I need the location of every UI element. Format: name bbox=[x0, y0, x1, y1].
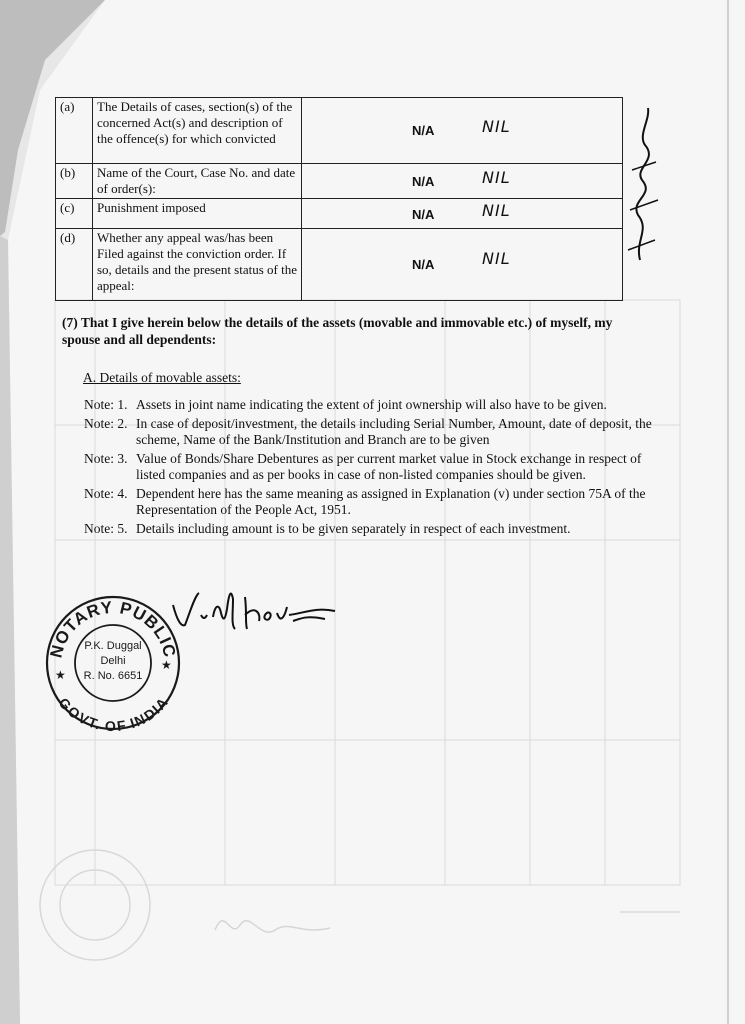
note-text: Value of Bonds/Share Debentures as per current market value in Stock exchange in respect of listed companies and as per books in case of non-listed companies should be given. bbox=[136, 450, 642, 482]
note-text: Details including amount is to be given separately in respect of each investment. bbox=[136, 520, 571, 536]
star-icon: ★ bbox=[161, 658, 172, 672]
note-text: In case of deposit/investment, the details including Serial Number, Amount, date of deposit, the scheme, Name of the Bank/Institution and Branch are to be given bbox=[136, 415, 652, 447]
row-value: N/A bbox=[412, 257, 435, 272]
note-label: Note: 1. bbox=[84, 397, 128, 412]
note-text: Assets in joint name indicating the extent of joint ownership will also have to be given. bbox=[136, 397, 607, 412]
row-value-cell bbox=[302, 164, 623, 199]
handwritten-nil: NIL bbox=[482, 201, 511, 220]
notary-seal bbox=[43, 593, 183, 733]
row-value: N/A bbox=[412, 123, 435, 138]
row-label: (c) bbox=[56, 199, 93, 229]
row-description: The Details of cases, section(s) of the concerned Act(s) and description of the offence(s) for which convicted bbox=[93, 98, 302, 164]
row-description: Whether any appeal was/has been Filed against the conviction order. If so, details and the present status of the appeal: bbox=[93, 229, 302, 301]
star-icon: ★ bbox=[55, 668, 66, 682]
row-description: Punishment imposed bbox=[93, 199, 302, 229]
seal-top-text: NOTARY PUBLIC bbox=[46, 597, 180, 660]
row-value-cell bbox=[302, 229, 623, 301]
note-5 bbox=[84, 521, 654, 538]
handwritten-nil: NIL bbox=[482, 168, 511, 187]
note-2 bbox=[84, 416, 654, 449]
row-description: Name of the Court, Case No. and date of order(s): bbox=[93, 164, 302, 199]
row-value-cell bbox=[302, 199, 623, 229]
row-value-cell bbox=[302, 98, 623, 164]
notes-list bbox=[84, 397, 654, 539]
margin-signature bbox=[620, 100, 670, 270]
seal-bottom-text: GOVT. OF INDIA bbox=[55, 694, 171, 733]
seal-name: P.K. Duggal bbox=[84, 640, 142, 652]
row-label: (d) bbox=[56, 229, 93, 301]
table-row bbox=[56, 164, 623, 199]
paragraph-7: (7) That I give herein below the details of the assets (movable and immovable etc.) of myself, my spouse and all dependents: bbox=[62, 315, 613, 347]
seal-reg-number: R. No. 6651 bbox=[83, 670, 143, 682]
disclosure-table bbox=[55, 97, 623, 301]
handwritten-nil: NIL bbox=[482, 117, 511, 136]
section-a-heading: A. Details of movable assets: bbox=[83, 370, 241, 385]
seal-city: Delhi bbox=[100, 655, 126, 667]
note-4 bbox=[84, 486, 654, 519]
row-value: N/A bbox=[412, 207, 435, 222]
note-label: Note: 5. bbox=[84, 520, 128, 536]
note-text: Dependent here has the same meaning as assigned in Explanation (v) under section 75A of the Representation of the People Act, 1951. bbox=[136, 485, 646, 517]
signature bbox=[165, 585, 345, 645]
note-1 bbox=[84, 397, 654, 414]
note-label: Note: 4. bbox=[84, 485, 128, 501]
note-label: Note: 2. bbox=[84, 415, 128, 431]
row-value: N/A bbox=[412, 174, 435, 189]
row-label: (b) bbox=[56, 164, 93, 199]
note-label: Note: 3. bbox=[84, 450, 128, 466]
table-row bbox=[56, 199, 623, 229]
row-label: (a) bbox=[56, 98, 93, 164]
table-row bbox=[56, 229, 623, 301]
note-3 bbox=[84, 451, 654, 484]
table-row bbox=[56, 98, 623, 164]
handwritten-nil: NIL bbox=[482, 249, 511, 268]
